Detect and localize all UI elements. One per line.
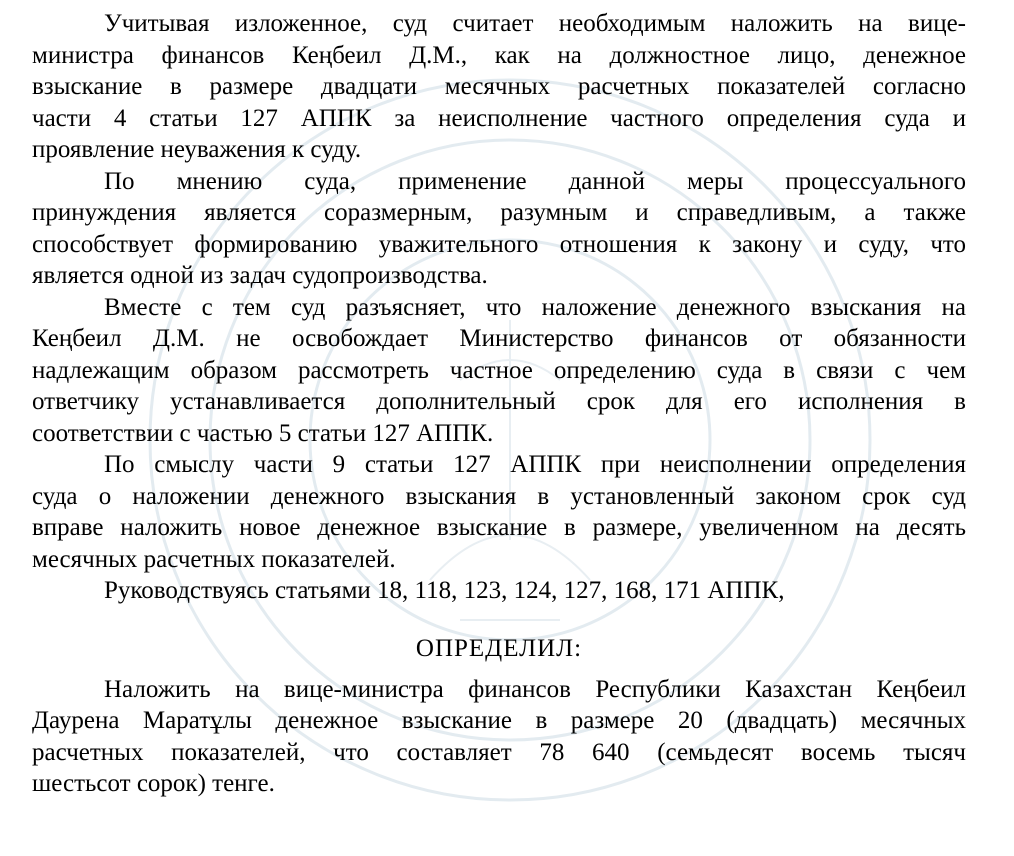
ruling-paragraph [32,674,966,800]
text-line: принуждения является соразмерным, разумным и справедливым, а также [32,199,966,226]
text-line: надлежащим образом рассмотреть частное определению суда в связи с чем [32,356,966,384]
ruling-heading: ОПРЕДЕЛИЛ: [415,634,583,662]
text-line: Руководствуясь статьями 18, 118, 123, 124, 127, 168, 171 АППК, [104,577,785,604]
text-line: части 4 статьи 127 АППК за неисполнение частного определения суда и [32,104,966,132]
text-line: По мнению суда, применение данной меры процессуального [104,167,966,195]
paragraph-4 [32,449,966,575]
spacer [32,607,966,632]
text-line: расчетных показателей, что составляет 78 640 (семьдесят восемь тысяч [32,738,966,766]
text-line: Вместе с тем суд разъясняет, что наложение денежного взыскания на [104,293,966,321]
text-line: Наложить на вице-министра финансов Республики Казахстан Кеңбеил [104,675,966,703]
paragraph-2 [32,166,966,292]
paragraph-3 [32,292,966,450]
text-line: министра финансов Кеңбеил Д.М., как на должностное лицо, денежное [32,41,966,69]
text-line: вправе наложить новое денежное взыскание в размере, увеличенном на десять [32,514,966,541]
document-text [32,8,966,800]
text-line: ответчику устанавливается дополнительный срок для его исполнения в [32,388,966,415]
text-line: способствует формированию уважительного отношения к закону и суду, что [32,230,966,258]
text-line: шестьсот сорок) тенге. [32,770,275,797]
text-line: является одной из задач судопроизводства. [32,262,488,289]
paragraph-5 [32,575,966,607]
text-line: проявление неуважения к суду. [32,136,362,163]
text-line: месячных расчетных показателей. [32,545,396,573]
text-line: Учитывая изложенное, суд считает необходимым наложить на вице- [104,10,966,37]
spacer [32,666,966,674]
text-line: суда о наложении денежного взыскания в установленный законом срок суд [32,482,966,510]
text-line: Кеңбеил Д.М. не освобождает Министерство финансов от обязанности [32,325,966,352]
text-line: Даурена Маратұлы денежное взыскание в размере 20 (двадцать) месячных [32,707,966,734]
text-line: соответствии с частью 5 статьи 127 АППК. [32,419,494,447]
paragraph-1 [32,8,966,166]
text-line: взыскание в размере двадцати месячных расчетных показателей согласно [32,73,966,100]
text-line: По смыслу части 9 статьи 127 АППК при неисполнении определения [104,451,966,478]
